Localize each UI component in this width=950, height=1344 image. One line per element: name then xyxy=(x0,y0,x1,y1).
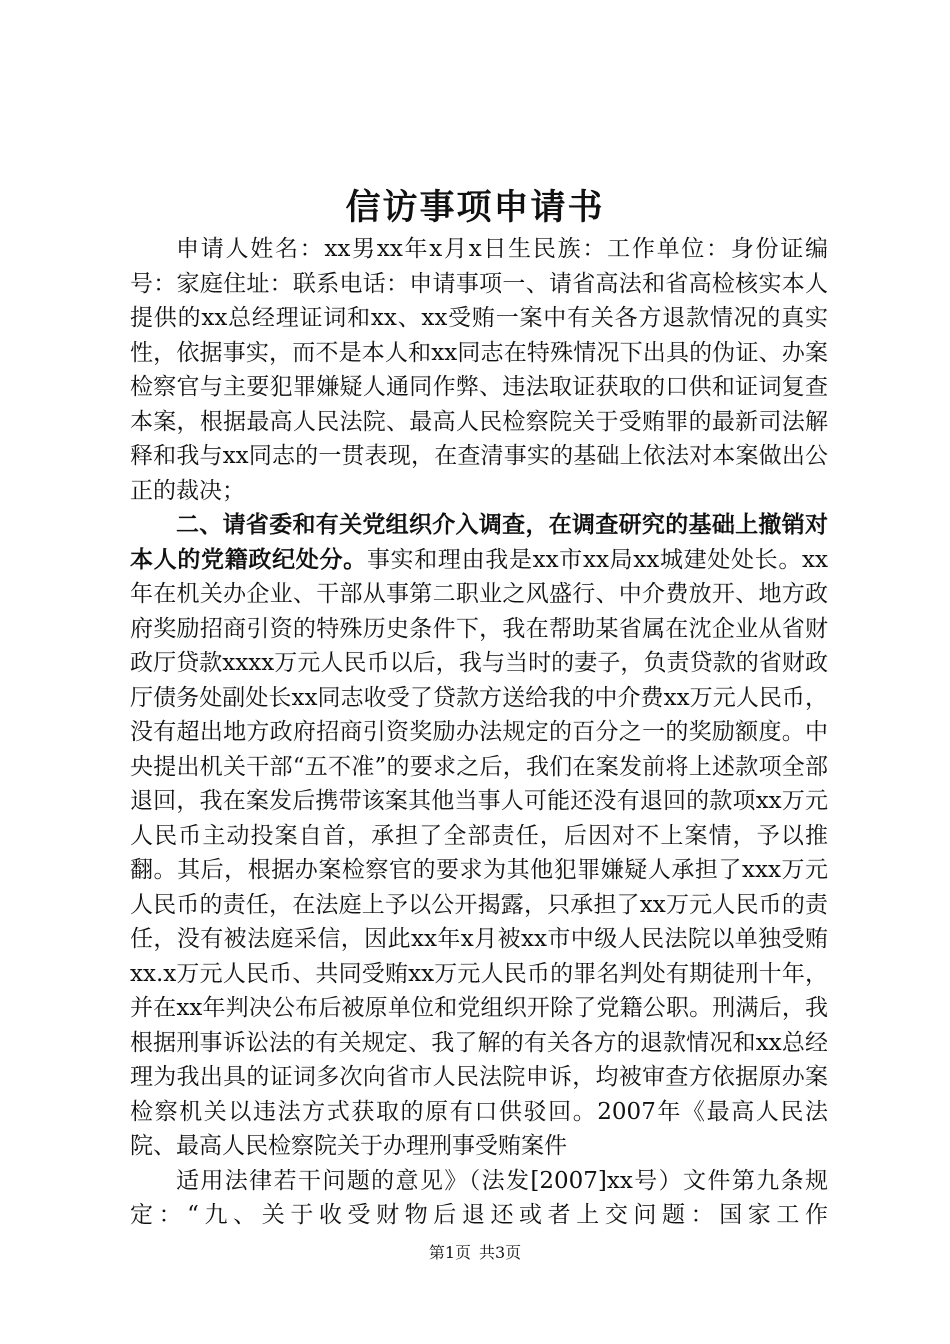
page-number: 第1页 xyxy=(428,1243,471,1262)
document-title: 信访事项申请书 xyxy=(345,187,605,228)
paragraph-3-text: 适用法律若干问题的意见》（法发[2007]xx号）文件第九条规定：“九、关于收受财物后退还或者上交问题：国家工作 xyxy=(130,1167,828,1228)
page-total: 共3页 xyxy=(479,1243,522,1262)
paragraph-2-text: 事实和理由我是xx市xx局xx城建处处长。xx年在机关办企业、干部从事第二职业之风盛行、中介费放开、地方政府奖励招商引资的特殊历史条件下，我在帮助某省属在沈企业从省财政厅贷款xxxx万元人民币以后，我与当时的妻子，负责贷款的省财政厅债务处副处长xx同志收受了贷款方送给我的中介费xx万元人民币，没有超出地方政府招商引资奖励办法规定的百分之一的奖励额度。中央提出机关干部“五不准”的要求之后，我们在案发前将上述款项全部退回，我在案发后携带该案其他当事人可能还没有退回的款项xx万元人民币主动投案自首，承担了全部责任，后因对不上案情，予以推翻。其后，根据办案检察官的要求为其他犯罪嫌疑人承担了xxx万元人民币的责任，在法庭上予以公开揭露，只承担了xx万元人民币的责任，没有被法庭采信，因此xx年x月被xx市中级人民法院以单独受贿xx.x万元人民币、共同受贿xx万元人民币的罪名判处有期徒刑十年，并在xx年判决公布后被原单位和党组织开除了党籍公职。刑满后，我根据刑事诉讼法的有关规定、我了解的有关各方的退款情况和xx总经理为我出具的证词多次向省市人民法院申诉，均被审查方依据原办案检察机关以违法方式获取的原有口供驳回。2007年《最高人民法院、最高人民检察院关于办理刑事受贿案件 xyxy=(130,546,828,1159)
paragraph-1-text: 申请人姓名：xx男xx年x月x日生民族：工作单位：身份证编号：家庭住址：联系电话：申请事项一、请省高法和省高检核实本人提供的xx总经理证词和xx、xx受贿一案中有关各方退款情况的真实性，依据事实，而不是本人和xx同志在特殊情况下出具的伪证、办案检察官与主要犯罪嫌疑人通同作弊、违法取证获取的口供和证词复查本案，根据最高人民法院、最高人民检察院关于受贿罪的最新司法解释和我与xx同志的一贯表现，在查清事实的基础上依法对本案做出公正的裁决； xyxy=(130,236,828,504)
paragraph-2-bold-lead: 二、请省委和有关党组织介入调查，在调查研究的基础上撤销对本人的党籍政纪处分。 xyxy=(130,511,828,573)
page-footer xyxy=(0,1241,950,1265)
paragraph-1 xyxy=(130,232,828,508)
document-body xyxy=(130,232,828,1233)
paragraph-2 xyxy=(130,508,828,1164)
paragraph-3 xyxy=(130,1164,828,1233)
